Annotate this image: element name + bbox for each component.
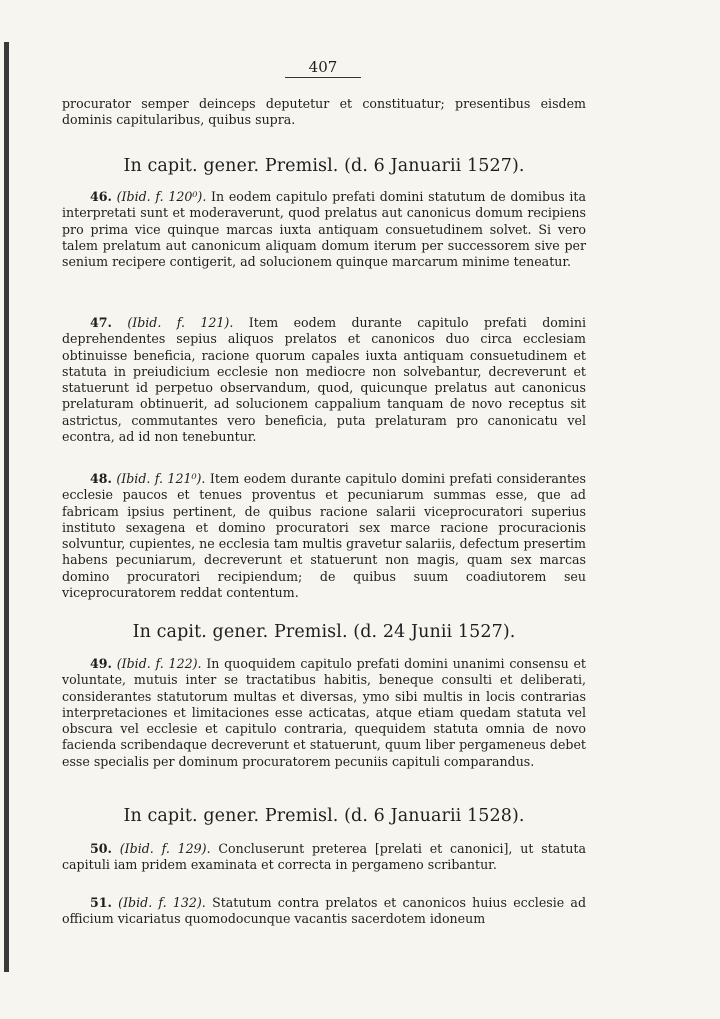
entry-text: Item eodem durante capitulo prefati domini deprehendentes sepius aliquos prelatos et canonicos duo circa ecclesiam obtinuisse beneficia, racione quorum capales iuxta antiquam consuetudinem et statuta in preiudicium ecclesie non mediocre non solvebantur, decreverunt et statuerunt id perpetuo observandum, quod, quicunque prelatus aut canonicus prelaturam obtinuerit, ad solucionem cappalium tanquam de novo receptus sit astrictus, commutantes vero beneficia, puta prelaturam pro canonicatu vel econtra, ad id non tenebuntur. — [62, 315, 586, 445]
entry-reference: (Ibid. f. 120⁰). — [116, 189, 207, 204]
entry-paragraph — [62, 895, 586, 928]
entry-paragraph — [62, 315, 586, 445]
entry-number: 46. — [90, 189, 112, 204]
entry-text: Concluserunt preterea [prelati et canonici], ut statuta capituli iam pridem examinata et correcta in pergameno scribantur. — [62, 841, 586, 873]
scan-edge-bar — [4, 42, 9, 972]
entry-number: 51. — [90, 895, 112, 910]
entry-reference: (Ibid. f. 129). — [119, 841, 211, 856]
entry-number: 49. — [90, 656, 112, 671]
section-heading: In capit. gener. Premisl. (d. 6 Januarii 1527). — [123, 156, 525, 176]
entry-text: In quoquidem capitulo prefati domini unanimi consensu et voluntate, mutuis inter se tractatibus habitis, beneque consulti et deliberati, considerantes statutorum multas et diversas, ymo sibi multis in locis contrarias interpretaciones et limitaciones esse acticatas, atque etiam quedam statuta vel obscura vel ecclesie et capitulo contraria, quequidem statuta omnia de novo facienda scribendaque decreverunt et statuerunt, quum liber pergameneus debet esse specialis per dominum procuratorem pecuniis capituli comparandus. — [62, 656, 586, 769]
entry-text: Item eodem durante capitulo domini prefati considerantes ecclesie paucos et tenues proventus et pecuniarum summas esse, que ad fabricam ipsius pertinent, de quibus racione salarii viceprocuratori superius instituto sexagena et domino procuratori sex marce racione procuracionis solvuntur, cupientes, ne ecclesia tam multis gravetur salariis, defectum presertim habens pecuniarum, decreverunt et statuerunt non magis, quam sex marcas domino procuratori recipiendum; de quibus suum coadiutorem seu viceprocuratorem reddat contentum. — [62, 471, 586, 601]
entry-reference: (Ibid. f. 121⁰). — [116, 471, 206, 486]
entry-number: 48. — [90, 471, 112, 486]
page-number: 407 — [285, 58, 361, 78]
entry-text: In eodem capitulo prefati domini statutum de domibus ita interpretati sunt et moderaverunt, quod prelatus aut canonicus domum recipiens pro prima vice quinque marcas iuxta antiquam consuetudinem solvet. Si vero talem prelatum aut canonicum aliquam domum iterum per successorem sive per senium recipere contigerit, ad solucionem quinque marcarum minime teneatur. — [62, 189, 586, 270]
entry-paragraph — [62, 656, 586, 770]
section-heading: In capit. gener. Premisl. (d. 24 Junii 1527). — [132, 622, 516, 642]
section-heading: In capit. gener. Premisl. (d. 6 Januarii 1528). — [123, 806, 525, 826]
entry-reference: (Ibid. f. 132). — [118, 895, 206, 910]
entry-number: 47. — [90, 315, 112, 330]
entry-paragraph — [62, 471, 586, 601]
intro-paragraph — [62, 96, 586, 129]
intro-text: procurator semper deinceps deputetur et constituatur; presentibus eisdem dominis capitularibus, quibus supra. — [62, 96, 586, 128]
entry-number: 50. — [90, 841, 112, 856]
entry-reference: (Ibid. f. 121). — [127, 315, 234, 330]
entry-paragraph — [62, 189, 586, 270]
entry-text: Statutum contra prelatos et canonicos huius ecclesie ad officium vicariatus quomodocunque vacantis sacerdotem idoneum — [62, 895, 587, 927]
entry-paragraph — [62, 841, 586, 874]
entry-reference: (Ibid. f. 122). — [116, 656, 202, 671]
